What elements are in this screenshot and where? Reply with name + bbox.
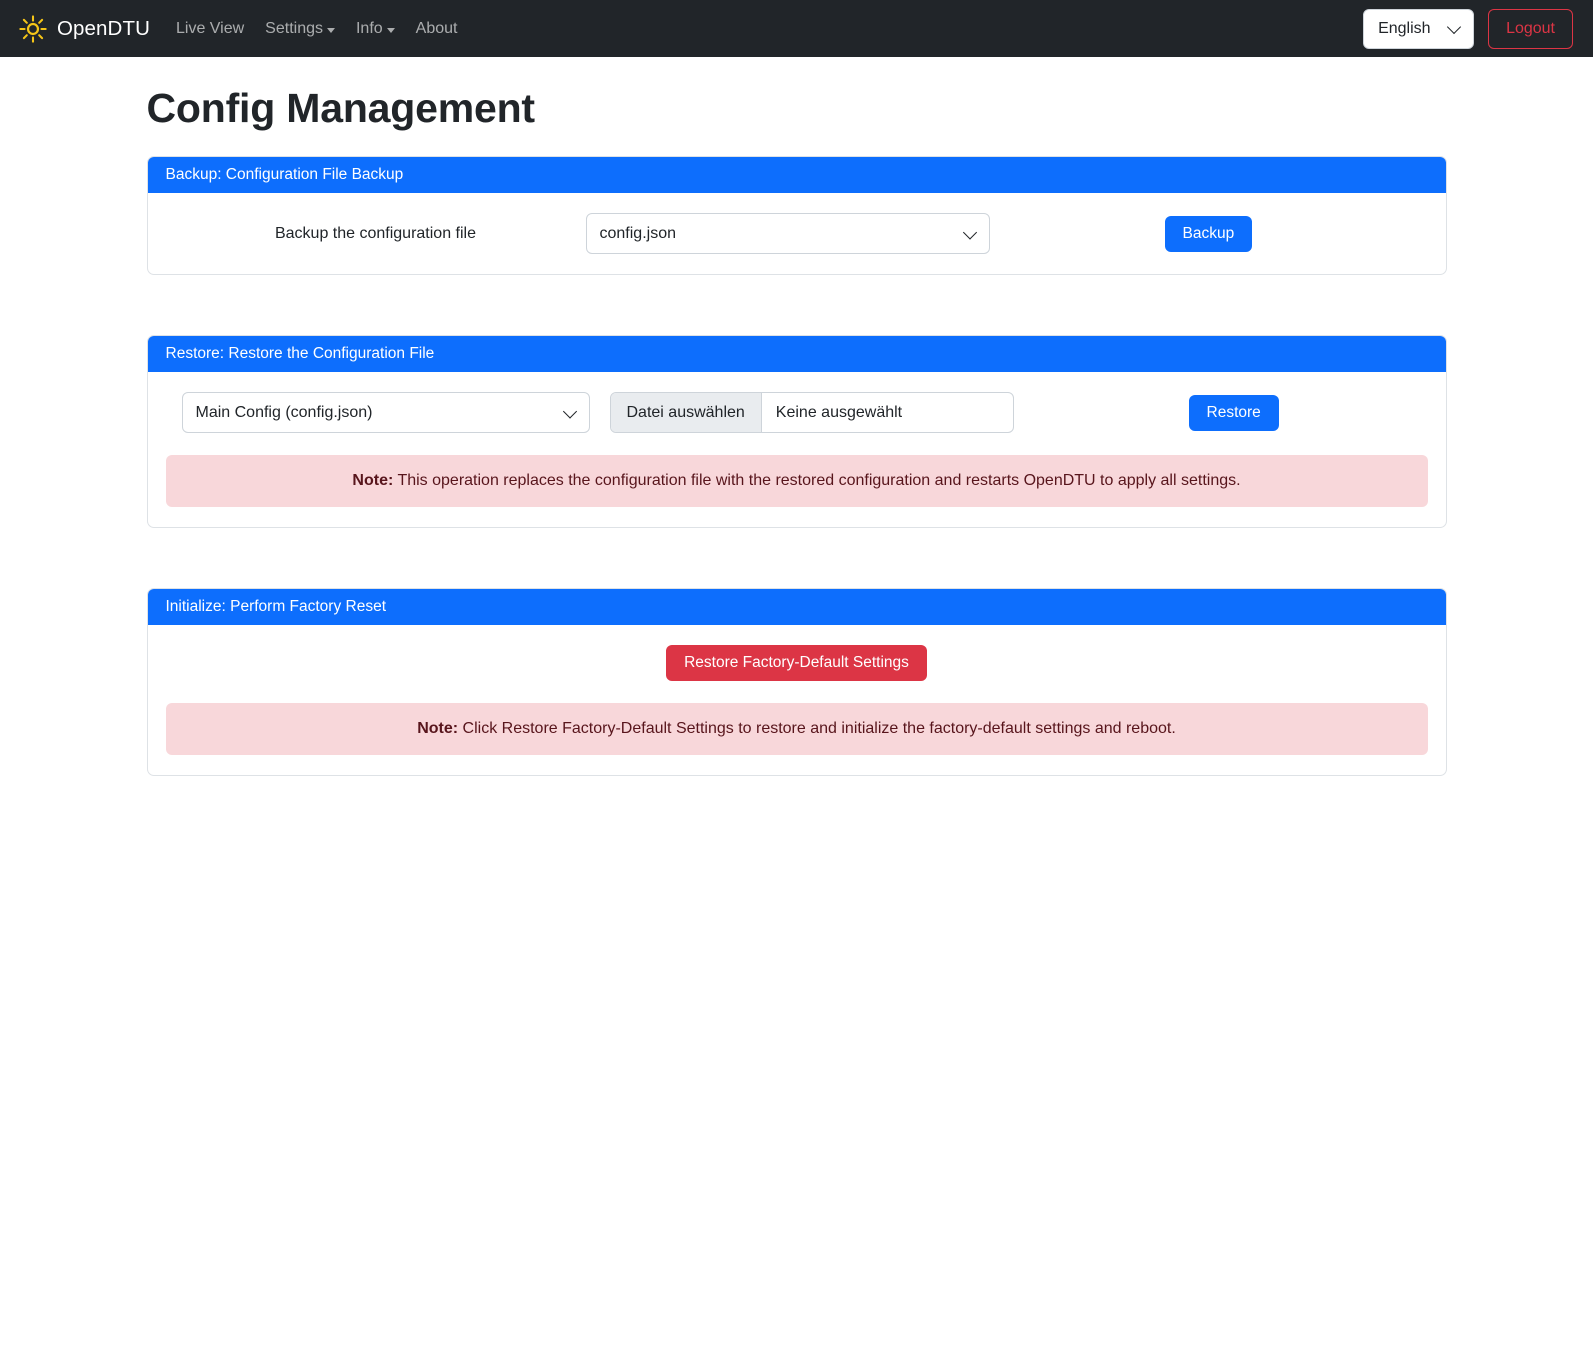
chevron-down-icon — [327, 28, 335, 33]
restore-card-body — [148, 372, 1446, 527]
restore-note — [166, 455, 1428, 507]
factory-reset-button-row — [166, 645, 1428, 681]
page-title: Config Management — [146, 85, 535, 131]
backup-row — [166, 213, 1428, 254]
nav-item-live-view[interactable] — [176, 20, 244, 38]
restore-note-text: This operation replaces the configuration file with the restored configuration and restarts OpenDTU to apply all settings. — [397, 472, 1241, 489]
backup-card — [147, 156, 1447, 275]
restore-row — [166, 392, 1428, 433]
backup-card-header: Backup: Configuration File Backup — [148, 157, 1446, 193]
nav-item-settings[interactable] — [265, 20, 335, 38]
initialize-note — [166, 703, 1428, 755]
restore-card — [147, 335, 1447, 528]
backup-file-select[interactable] — [586, 213, 990, 254]
nav-links — [176, 20, 458, 38]
top-navbar — [0, 0, 1593, 57]
restore-button[interactable]: Restore — [1189, 395, 1279, 431]
brand-logo-link[interactable] — [18, 14, 150, 44]
navbar-right-group — [1363, 9, 1573, 49]
page-container — [147, 85, 1447, 776]
restore-file-input[interactable] — [610, 392, 1014, 433]
choose-file-button[interactable]: Datei auswählen — [611, 393, 762, 432]
initialize-note-label: Note: — [417, 720, 459, 737]
language-select[interactable] — [1363, 9, 1474, 49]
brand-title: OpenDTU — [57, 16, 150, 40]
initialize-card-body — [148, 625, 1446, 775]
nav-item-label: Live View — [175, 19, 245, 37]
chevron-down-icon — [387, 28, 395, 33]
initialize-card — [147, 588, 1447, 776]
backup-card-body — [148, 193, 1446, 274]
sun-icon — [18, 14, 48, 44]
initialize-card-header: Initialize: Perform Factory Reset — [148, 589, 1446, 625]
nav-item-label: Info — [355, 19, 383, 37]
restore-factory-default-button[interactable]: Restore Factory-Default Settings — [666, 645, 927, 681]
initialize-note-text: Click Restore Factory-Default Settings to restore and initialize the factory-default settings and reboot. — [462, 720, 1176, 737]
restore-config-select[interactable] — [182, 392, 590, 433]
backup-label: Backup the configuration file — [274, 224, 476, 242]
logout-button[interactable]: Logout — [1488, 9, 1573, 49]
nav-item-label: About — [415, 19, 458, 37]
restore-card-header: Restore: Restore the Configuration File — [148, 336, 1446, 372]
restore-note-label: Note: — [352, 472, 394, 489]
nav-item-label: Settings — [265, 19, 323, 37]
restore-config-select-wrapper — [182, 392, 590, 433]
nav-item-about[interactable] — [416, 20, 458, 38]
language-select-wrapper — [1363, 9, 1474, 49]
chosen-file-name: Keine ausgewählt — [775, 403, 903, 421]
backup-file-select-wrapper — [586, 213, 990, 254]
backup-button[interactable]: Backup — [1165, 216, 1253, 252]
nav-item-info[interactable] — [356, 20, 395, 38]
